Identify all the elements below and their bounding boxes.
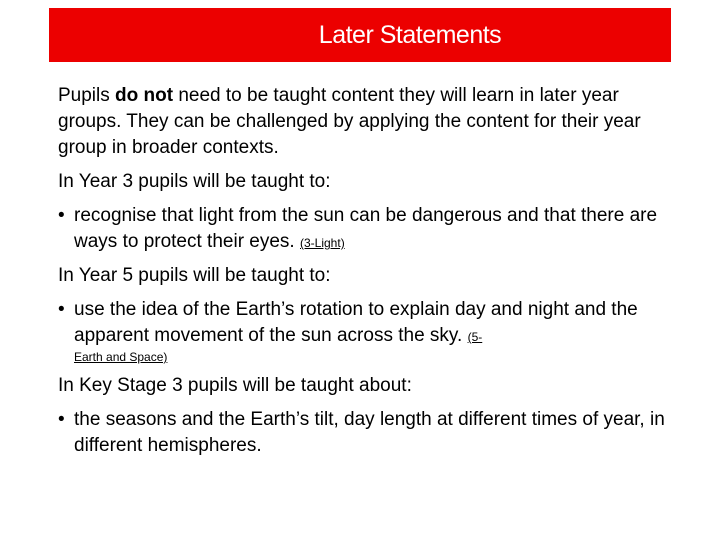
ks3-bullet-text: the seasons and the Earth’s tilt, day length at different times of year, in different hemispheres. bbox=[74, 409, 665, 456]
ks3-heading: In Key Stage 3 pupils will be taught about: bbox=[58, 375, 412, 396]
slide-body bbox=[58, 83, 668, 467]
year5-heading: In Year 5 pupils will be taught to: bbox=[58, 265, 331, 286]
bullet-icon: • bbox=[58, 409, 65, 430]
year3-heading: In Year 3 pupils will be taught to: bbox=[58, 171, 331, 192]
year3-bullet-text: recognise that light from the sun can be dangerous and that there are ways to protect their eyes. bbox=[74, 205, 658, 252]
ks3-bullet bbox=[58, 407, 668, 459]
intro-text-bold: do not bbox=[115, 85, 174, 106]
slide-title: Later Statements bbox=[318, 20, 502, 49]
year5-bullet bbox=[58, 297, 668, 365]
bullet-icon: • bbox=[58, 299, 65, 320]
bullet-icon: • bbox=[58, 205, 65, 226]
year5-ref-part2: Earth and Space) bbox=[74, 350, 168, 364]
year5-ref-part1: (5- bbox=[467, 330, 483, 344]
title-banner bbox=[49, 8, 671, 62]
year3-ref: (3-Light) bbox=[300, 236, 345, 250]
intro-text-post: need to be taught content they will learn in later year groups. They can be challenged by applying the content for their year group in broader contexts. bbox=[58, 85, 641, 158]
year3-bullet bbox=[58, 203, 668, 255]
intro-paragraph bbox=[58, 83, 668, 161]
year5-bullet-text: use the idea of the Earth’s rotation to explain day and night and the apparent movement of the sun across the sky. bbox=[74, 299, 638, 346]
intro-text-pre: Pupils bbox=[58, 85, 116, 106]
